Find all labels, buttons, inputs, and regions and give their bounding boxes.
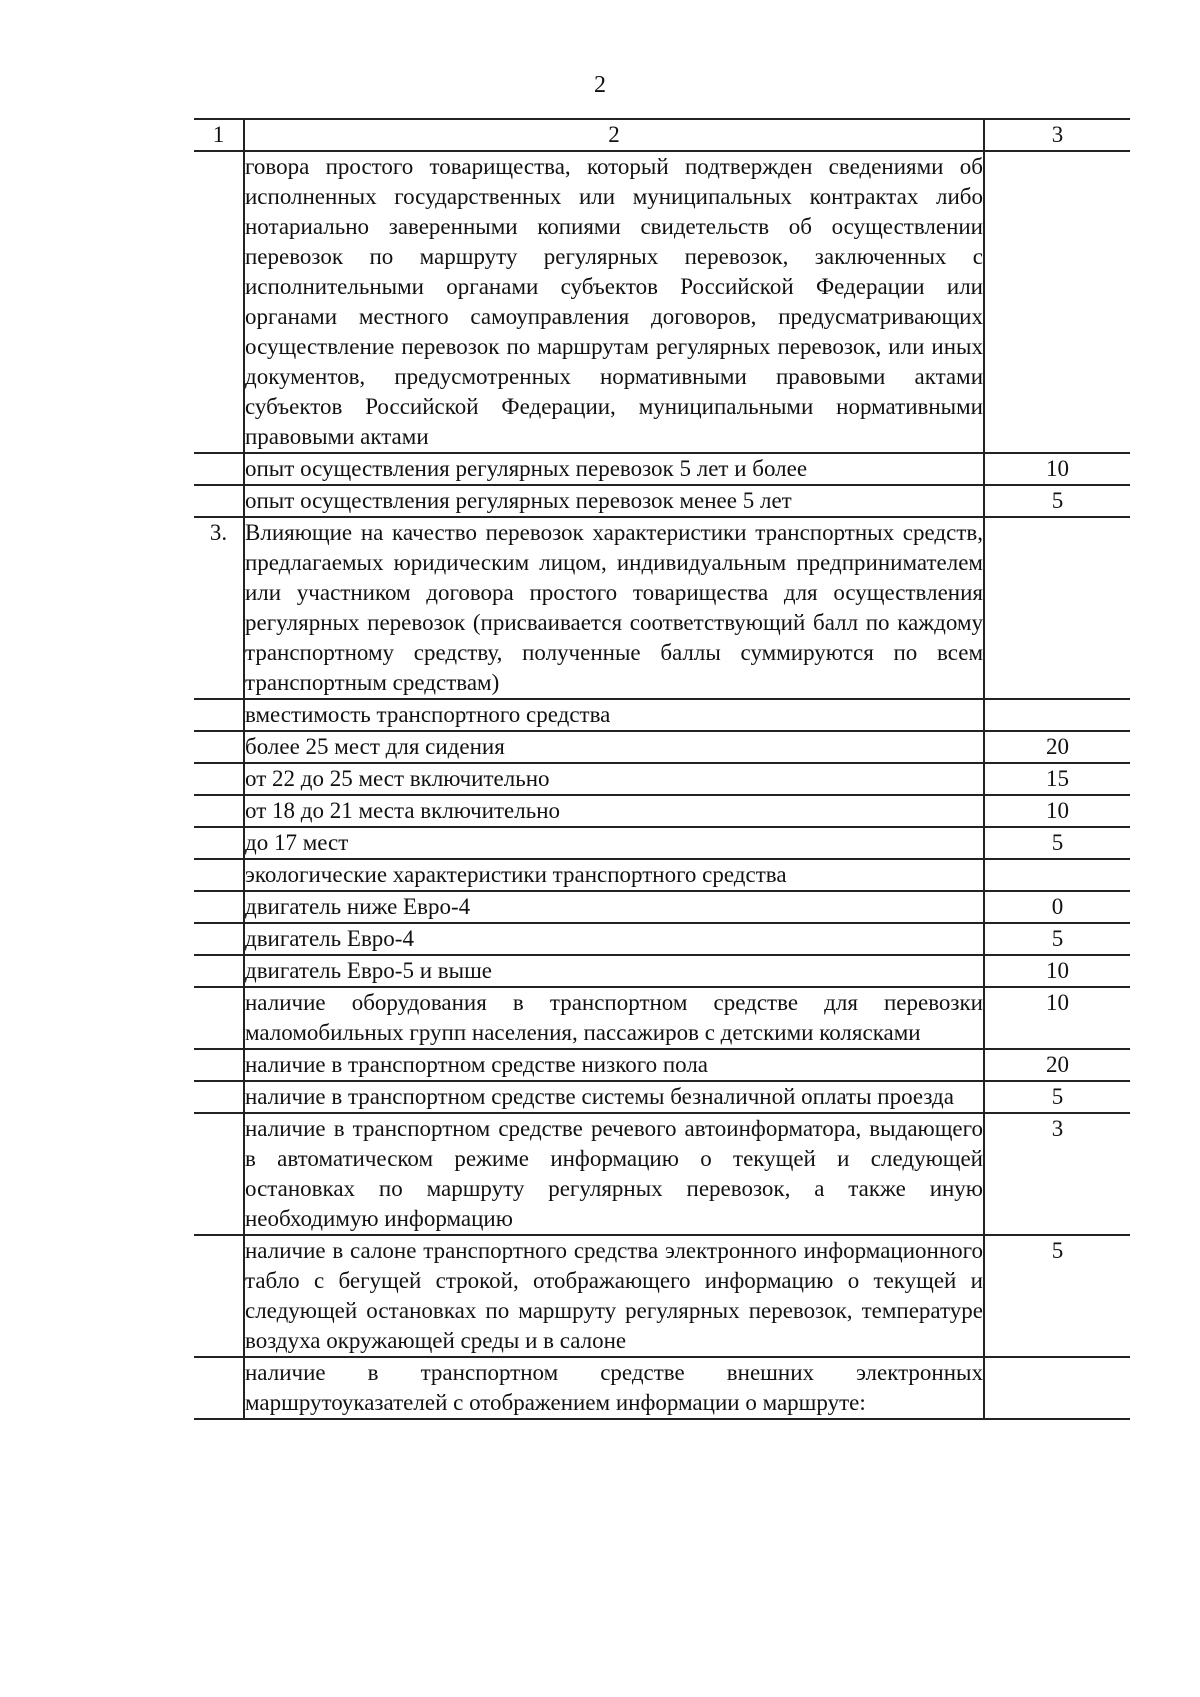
row-text-cell: до 17 мест	[244, 827, 984, 859]
row-number-cell	[194, 731, 244, 763]
row-number-cell	[194, 763, 244, 795]
table-row	[194, 1049, 1130, 1081]
row-text-cell: двигатель Евро-4	[244, 923, 984, 955]
row-number-cell	[194, 699, 244, 731]
table-row	[194, 1081, 1130, 1113]
table-row	[194, 827, 1130, 859]
row-number-cell	[194, 453, 244, 485]
table-row	[194, 987, 1130, 1049]
table-row	[194, 485, 1130, 517]
row-text-cell: от 22 до 25 мест включительно	[244, 763, 984, 795]
row-score-cell: 5	[984, 923, 1130, 955]
row-text-cell: наличие в транспортном средстве речевого автоинформатора, выдающего в автоматическом режиме информацию о текущей и следующей остановках по маршруту регулярных перевозок, а также иную необходимую информацию	[244, 1113, 984, 1235]
row-score-cell: 10	[984, 795, 1130, 827]
row-score-cell: 5	[984, 1081, 1130, 1113]
row-score-cell: 5	[984, 1235, 1130, 1357]
table-row	[194, 859, 1130, 891]
table-row	[194, 955, 1130, 987]
row-score-cell: 5	[984, 827, 1130, 859]
table-row	[194, 731, 1130, 763]
row-score-cell: 20	[984, 1049, 1130, 1081]
row-score-cell: 3	[984, 1113, 1130, 1235]
row-text-cell: экологические характеристики транспортного средства	[244, 859, 984, 891]
row-text-cell: двигатель ниже Евро-4	[244, 891, 984, 923]
row-score-cell	[984, 699, 1130, 731]
row-number-cell	[194, 987, 244, 1049]
row-number-cell	[194, 1235, 244, 1357]
row-text-cell: наличие в транспортном средстве системы безналичной оплаты проезда	[244, 1081, 984, 1113]
table-row	[194, 517, 1130, 699]
row-number-cell	[194, 1357, 244, 1419]
row-text-cell: говора простого товарищества, который подтвержден сведениями об исполненных государственных или муниципальных контрактах либо нотариально заверенными копиями свидетельств об осуществлении перевозок по маршруту регулярных перевозок, заключенных с исполнительными органами субъектов Российской Федерации или органами местного самоуправления договоров, предусматривающих осуществление перевозок по маршрутам регулярных перевозок, или иных документов, предусмотренных нормативными правовыми актами субъектов Российской Федерации, муниципальными нормативными правовыми актами	[244, 151, 984, 453]
row-score-cell: 10	[984, 955, 1130, 987]
row-score-cell: 5	[984, 485, 1130, 517]
row-text-cell: наличие в салоне транспортного средства электронного информационного табло с бегущей строкой, отображающего информацию о текущей и следующей остановках по маршруту регулярных перевозок, температуре воздуха окружающей среды и в салоне	[244, 1235, 984, 1357]
table-row	[194, 453, 1130, 485]
row-number-cell	[194, 1113, 244, 1235]
row-text-cell: Влияющие на качество перевозок характеристики транспортных средств, предлагаемых юридическим лицом, индивидуальным предпринимателем или участником договора простого товарищества для осуществления регулярных перевозок (присваивается соответствующий балл по каждому транспортному средству, полученные баллы суммируются по всем транспортным средствам)	[244, 517, 984, 699]
row-text-cell: наличие оборудования в транспортном средстве для перевозки маломобильных групп населения, пассажиров с детскими колясками	[244, 987, 984, 1049]
row-text-cell: наличие в транспортном средстве внешних электронных маршрутоуказателей с отображением информации о маршруте:	[244, 1357, 984, 1419]
row-score-cell	[984, 1357, 1130, 1419]
row-score-cell	[984, 151, 1130, 453]
row-number-cell	[194, 1049, 244, 1081]
table-row	[194, 699, 1130, 731]
header-col-2: 2	[244, 119, 984, 151]
page-number: 2	[594, 72, 606, 98]
table-row	[194, 763, 1130, 795]
row-score-cell	[984, 859, 1130, 891]
table-header-row	[194, 119, 1130, 151]
table-row	[194, 1113, 1130, 1235]
table-row	[194, 891, 1130, 923]
row-number-cell	[194, 485, 244, 517]
row-number-cell	[194, 795, 244, 827]
row-text-cell: опыт осуществления регулярных перевозок 5 лет и более	[244, 453, 984, 485]
row-number-cell	[194, 891, 244, 923]
table-row	[194, 923, 1130, 955]
table-row	[194, 1357, 1130, 1419]
row-text-cell: опыт осуществления регулярных перевозок менее 5 лет	[244, 485, 984, 517]
table-row	[194, 151, 1130, 453]
row-number-cell	[194, 827, 244, 859]
row-text-cell: вместимость транспортного средства	[244, 699, 984, 731]
row-number-cell: 3.	[194, 517, 244, 699]
header-col-1: 1	[194, 119, 244, 151]
row-text-cell: от 18 до 21 места включительно	[244, 795, 984, 827]
row-score-cell: 0	[984, 891, 1130, 923]
table-row	[194, 1235, 1130, 1357]
row-text-cell: наличие в транспортном средстве низкого пола	[244, 1049, 984, 1081]
row-number-cell	[194, 955, 244, 987]
row-score-cell: 10	[984, 987, 1130, 1049]
row-score-cell	[984, 517, 1130, 699]
table-row	[194, 795, 1130, 827]
criteria-table	[194, 118, 1130, 1420]
row-number-cell	[194, 151, 244, 453]
row-text-cell: более 25 мест для сидения	[244, 731, 984, 763]
row-number-cell	[194, 859, 244, 891]
row-number-cell	[194, 923, 244, 955]
row-score-cell: 20	[984, 731, 1130, 763]
row-score-cell: 10	[984, 453, 1130, 485]
header-col-3: 3	[984, 119, 1130, 151]
row-number-cell	[194, 1081, 244, 1113]
row-text-cell: двигатель Евро-5 и выше	[244, 955, 984, 987]
row-score-cell: 15	[984, 763, 1130, 795]
